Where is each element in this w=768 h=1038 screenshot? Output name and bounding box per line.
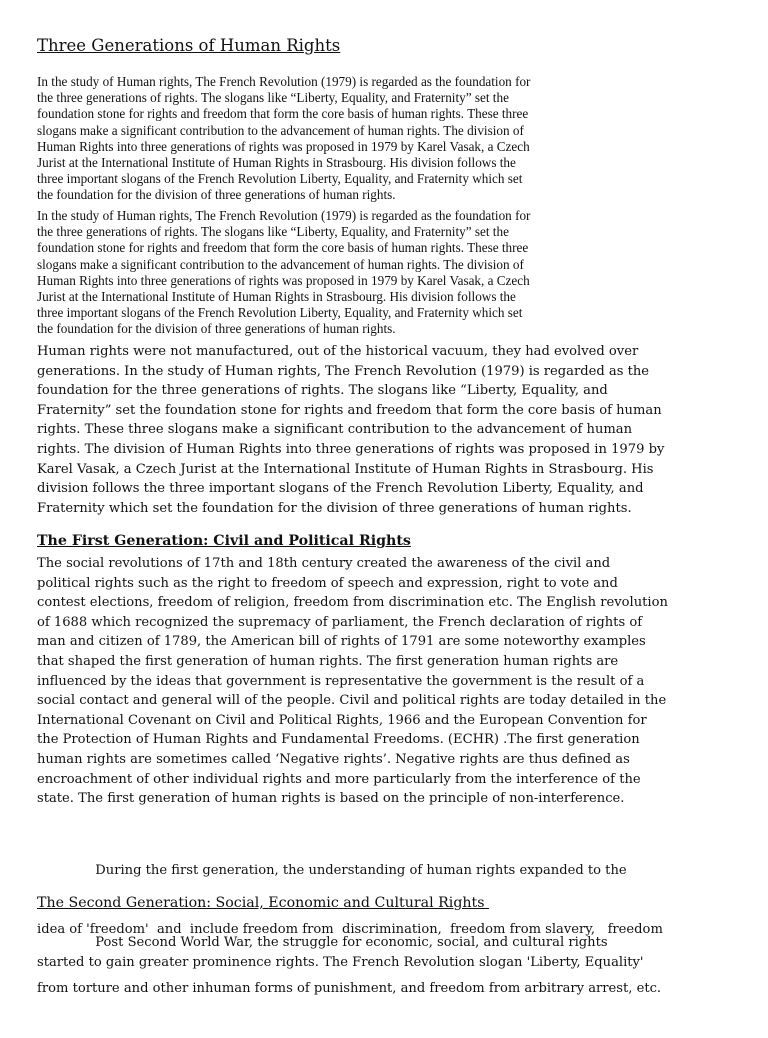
first-generation-heading: The First Generation: Civil and Political Rights [37,533,411,549]
text-line: political rights such as the right to freedom of speech and expression, right to vote and [37,575,618,591]
document-title: Three Generations of Human Rights [37,36,341,55]
text-line: from torture and other inhuman forms of punishment, and freedom from arbitrary arrest, etc. [37,980,662,996]
text-line: three important slogans of the French Revolution Liberty, Equality, and Fraternity which set [37,171,523,187]
text-line: In the study of Human rights, The French Revolution (1979) is regarded as the foundation for [37,74,531,89]
text-line: Fraternity” set the foundation stone for rights and freedom that form the core basis of human [37,402,662,418]
text-line: Post Second World War, the struggle for economic, social, and cultural rights [37,935,608,950]
main-paragraph [37,342,747,518]
text-line: foundation stone for rights and freedom that form the core basis of human rights. These three [37,240,529,256]
text-line: the foundation for the division of three generations of human rights. [37,321,396,337]
text-line: Fraternity which set the foundation for the division of three generations of human rights. [37,500,632,516]
text-line: human rights are sometimes called ‘Negative rights’. Negative rights are thus defined as [37,751,630,767]
text-line: foundation stone for rights and freedom that form the core basis of human rights. These three [37,106,529,122]
intro-block-1 [37,74,627,204]
first-generation-paragraph-2 [37,822,747,1038]
text-line: three important slogans of the French Revolution Liberty, Equality, and Fraternity which set [37,305,523,321]
text-line: Jurist at the International Institute of Human Rights in Strasbourg. His division follows the [37,155,516,171]
text-line: The social revolutions of 17th and 18th century created the awareness of the civil and [37,556,611,571]
text-line: rights. The division of Human Rights into three generations of rights was proposed in 1979 by [37,441,665,457]
text-line: generations. In the study of Human rights, The French Revolution (1979) is regarded as the [37,363,650,379]
text-line: started to gain greater prominence rights. The French Revolution slogan 'Liberty, Equality' [37,954,644,970]
text-line: slogans make a significant contribution to the advancement of human rights. The division of [37,256,524,272]
text-line: Human Rights into three generations of rights was proposed in 1979 by Karel Vasak, a Czech [37,138,530,154]
text-line: contest elections, freedom of religion, freedom from discrimination etc. The English revolution [37,595,668,611]
text-line: man and citizen of 1789, the American bill of rights of 1791 are some noteworthy examples [37,634,646,650]
text-line: state. The first generation of human rights is based on the principle of non-interference. [37,791,625,807]
text-line: Human Rights into three generations of rights was proposed in 1979 by Karel Vasak, a Czech [37,272,530,288]
text-line: social contact and general will of the people. Civil and political rights are today detailed in the [37,693,667,709]
text-line: the three generations of rights. The slogans like “Liberty, Equality, and Fraternity” set the [37,90,509,106]
text-line: In the study of Human rights, The French Revolution (1979) is regarded as the foundation for [37,208,531,223]
text-line: Karel Vasak, a Czech Jurist at the International Institute of Human Rights in Strasbourg. His [37,461,654,477]
text-line: division follows the three important slogans of the French Revolution Liberty, Equality, and [37,481,644,497]
text-line: Jurist at the International Institute of Human Rights in Strasbourg. His division follows the [37,289,516,305]
second-generation-paragraph [37,933,747,972]
text-line: the Protection of Human Rights and Fundamental Freedoms. (ECHR) .The first generation [37,732,640,748]
text-line: the three generations of rights. The slogans like “Liberty, Equality, and Fraternity” set the [37,224,509,240]
text-line: influenced by the ideas that government is representative the government is the result of a [37,673,645,689]
text-line: foundation for the three generations of rights. The slogans like “Liberty, Equality, and [37,383,608,399]
text-line: that shaped the first generation of human rights. The first generation human rights are [37,653,619,669]
second-generation-heading: The Second Generation: Social, Economic and Cultural Rights [37,895,490,911]
text-line: of 1688 which recognized the supremacy of parliament, the French declaration of rights of [37,614,643,630]
text-line: slogans make a significant contribution to the advancement of human rights. The division of [37,122,524,138]
intro-block-2 [37,208,627,338]
text-line: Human rights were not manufactured, out of the historical vacuum, they had evolved over [37,344,639,359]
text-line: International Covenant on Civil and Political Rights, 1966 and the European Convention for [37,712,647,728]
text-line: rights. These three slogans make a significant contribution to the advancement of human [37,422,633,438]
text-line: encroachment of other individual rights and more particularly from the interference of the [37,771,641,787]
text-line: idea of 'freedom' and include freedom from discrimination, freedom from slavery, freedom [37,921,663,937]
text-line: During the first generation, the understanding of human rights expanded to the [37,863,627,879]
first-generation-paragraph [37,554,747,809]
text-line: the foundation for the division of three generations of human rights. [37,187,396,203]
